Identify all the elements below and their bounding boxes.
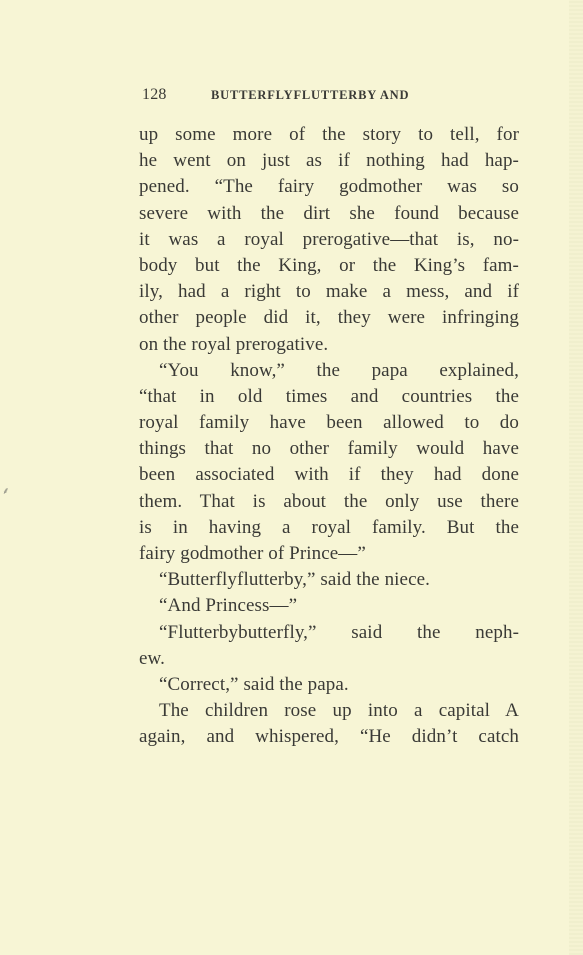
text-line: body but the King, or the King’s fam- [139, 254, 519, 276]
page-header [139, 84, 519, 108]
text-line: up some more of the story to tell, for [139, 124, 519, 145]
text-line: them. That is about the only use there [139, 490, 519, 512]
text-line: “Flutterbybutterfly,” said the neph- [159, 621, 519, 643]
page-edge-shading [569, 0, 583, 955]
ink-speck: ⸙ [2, 486, 10, 497]
text-line: “Butterflyflutterby,” said the niece. [159, 569, 430, 591]
text-line: royal family have been allowed to do [139, 412, 519, 434]
text-line: things that no other family would have [139, 438, 519, 460]
text-line: severe with the dirt she found because [139, 202, 519, 224]
text-line: “And Princess—” [159, 595, 298, 617]
text-line: fairy godmother of Prince—” [139, 543, 366, 564]
text-line: on the royal prerogative. [139, 333, 329, 355]
text-line: is in having a royal family. But the [139, 516, 519, 538]
text-line: pened. “The fairy godmother was so [139, 176, 519, 198]
text-line: again, and whispered, “He didn’t catch [139, 726, 519, 748]
running-title: BUTTERFLYFLUTTERBY AND [211, 88, 410, 102]
page-number: 128 [142, 86, 167, 103]
body-text [139, 122, 519, 751]
text-line: been associated with if they had done [139, 464, 519, 486]
text-line: “You know,” the papa explained, [159, 359, 519, 381]
text-line: ew. [139, 647, 165, 669]
text-line: “Correct,” said the papa. [159, 673, 349, 695]
text-line: other people did it, they were infringing [139, 307, 519, 329]
text-line: he went on just as if nothing had hap- [139, 150, 519, 172]
text-line: it was a royal prerogative—that is, no- [139, 228, 519, 250]
text-line: “that in old times and countries the [139, 385, 519, 407]
text-line: ily, had a right to make a mess, and if [139, 281, 519, 303]
text-line: The children rose up into a capital A [159, 700, 519, 722]
